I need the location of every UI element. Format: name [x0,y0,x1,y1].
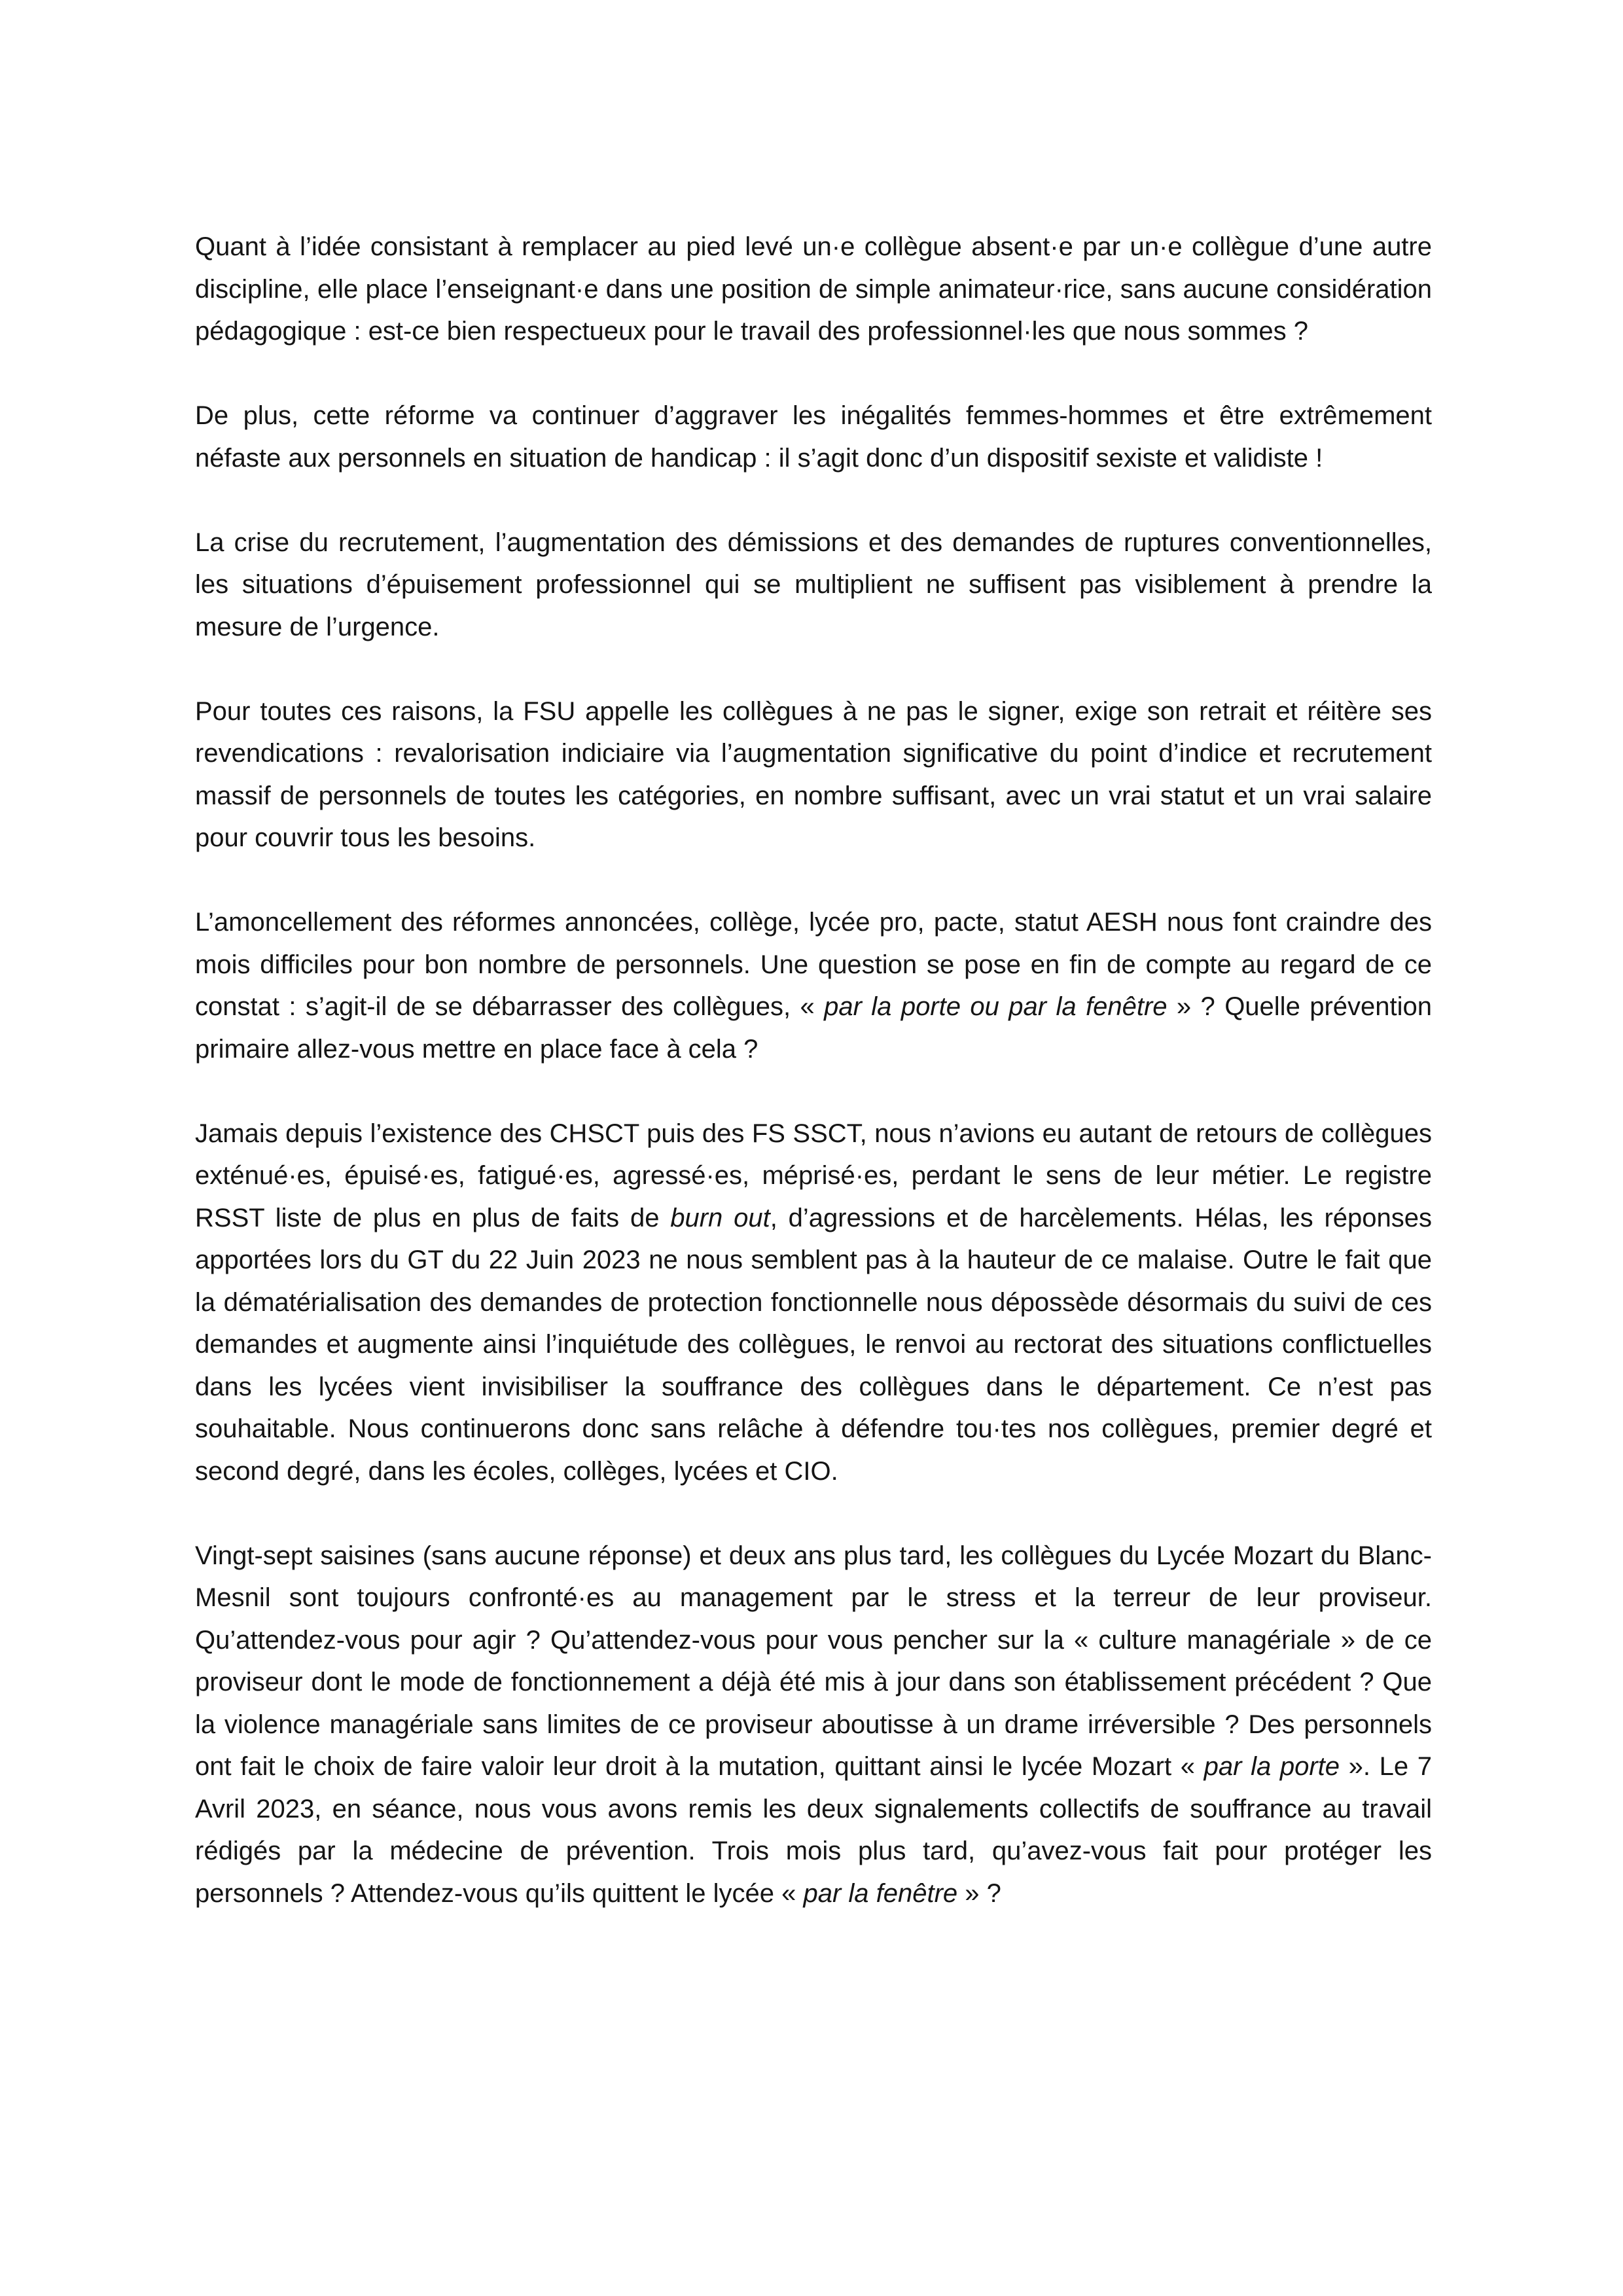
paragraph-2 [195,395,1432,479]
text-run: , d’agressions et de harcèlements. Hélas, les réponses apportées lors du GT du 22 Juin 2023 ne nous semblent pas à la hauteur de ce malaise. Outre le fait que la dématérialisation des demandes de protection fonctionnelle nous dépossède désormais du suivi de ces demandes et augmente ainsi l’inquiétude des collègues, le renvoi au rectorat des situations conflictuelles dans les lycées vient invisibiliser la souffrance des collègues dans le département. Ce n’est pas souhaitable. Nous continuerons donc sans relâche à défendre tou·tes nos collègues, premier degré et second degré, dans les écoles, collèges, lycées et CIO. [195,1203,1432,1486]
text-run: Pour toutes ces raisons, la FSU appelle les collègues à ne pas le signer, exige son retrait et réitère ses revendications : revalorisation indiciaire via l’augmentation significative du point d’indice et recrutement massif de personnels de toutes les catégories, en nombre suffisant, avec un vrai statut et un vrai salaire pour couvrir tous les besoins. [195,696,1432,852]
document-body [195,226,1432,1914]
paragraph-4 [195,691,1432,859]
italic-quote: par la porte [1204,1752,1340,1781]
text-run: L’amoncellement des réformes annoncées, collège, lycée pro, pacte, statut AESH nous font craindre des mois difficiles pour bon nombre de personnels. Une question se pose en fin de compte au regard de ce constat : s’agit-il de se débarrasser des collègues, « [195,908,1432,1021]
paragraph-1 [195,226,1432,353]
paragraph-7 [195,1535,1432,1915]
text-run: » ? Quelle prévention primaire allez-vous mettre en place face à cela ? [195,992,1433,1064]
text-run: Quant à l’idée consistant à remplacer au pied levé un·e collègue absent·e par un·e collègue d’une autre discipline, elle place l’enseignant·e dans une position de simple animateur·rice, sans aucune considération pédagogique : est-ce bien respectueux pour le travail des professionnel·les que nous sommes ? [195,232,1432,346]
paragraph-5 [195,901,1432,1070]
paragraph-3 [195,522,1432,649]
paragraph-6 [195,1113,1432,1493]
text-run: De plus, cette réforme va continuer d’aggraver les inégalités femmes-hommes et être extrêmement néfaste aux personnels en situation de handicap : il s’agit donc d’un dispositif sexiste et validiste ! [195,401,1432,473]
text-run: Jamais depuis l’existence des CHSCT puis des FS SSCT, nous n’avions eu autant de retours de collègues exténué·es, épuisé·es, fatigué·es, agressé·es, méprisé·es, perdant le sens de leur métier. Le registre RSST liste de plus en plus de faits de [195,1119,1432,1232]
italic-term: burn out [670,1203,770,1232]
italic-quote: par la fenêtre [803,1878,958,1908]
italic-quote: par la porte ou par la fenêtre [824,992,1168,1021]
text-run: Vingt-sept saisines (sans aucune réponse) et deux ans plus tard, les collègues du Lycée Mozart du Blanc-Mesnil sont toujours confronté·es au management par le stress et la terreur de leur proviseur. Qu’attendez-vous pour agir ? Qu’attendez-vous pour vous pencher sur la « culture managériale » de ce proviseur dont le mode de fonctionnement a déjà été mis à jour dans son établissement précédent ? Que la violence managériale sans limites de ce proviseur aboutisse à un drame irréversible ? Des personnels ont fait le choix de faire valoir leur droit à la mutation, quittant ainsi le lycée Mozart « [195,1541,1432,1781]
text-run: La crise du recrutement, l’augmentation des démissions et des demandes de ruptures conventionnelles, les situations d’épuisement professionnel qui se multiplient ne suffisent pas visiblement à prendre la mesure de l’urgence. [195,528,1432,641]
text-run: ». Le 7 Avril 2023, en séance, nous vous avons remis les deux signalements collectifs de souffrance au travail rédigés par la médecine de prévention. Trois mois plus tard, qu’avez-vous fait pour protéger les personnels ? Attendez-vous qu’ils quittent le lycée « [195,1752,1433,1908]
text-run: » ? [957,1878,1001,1908]
